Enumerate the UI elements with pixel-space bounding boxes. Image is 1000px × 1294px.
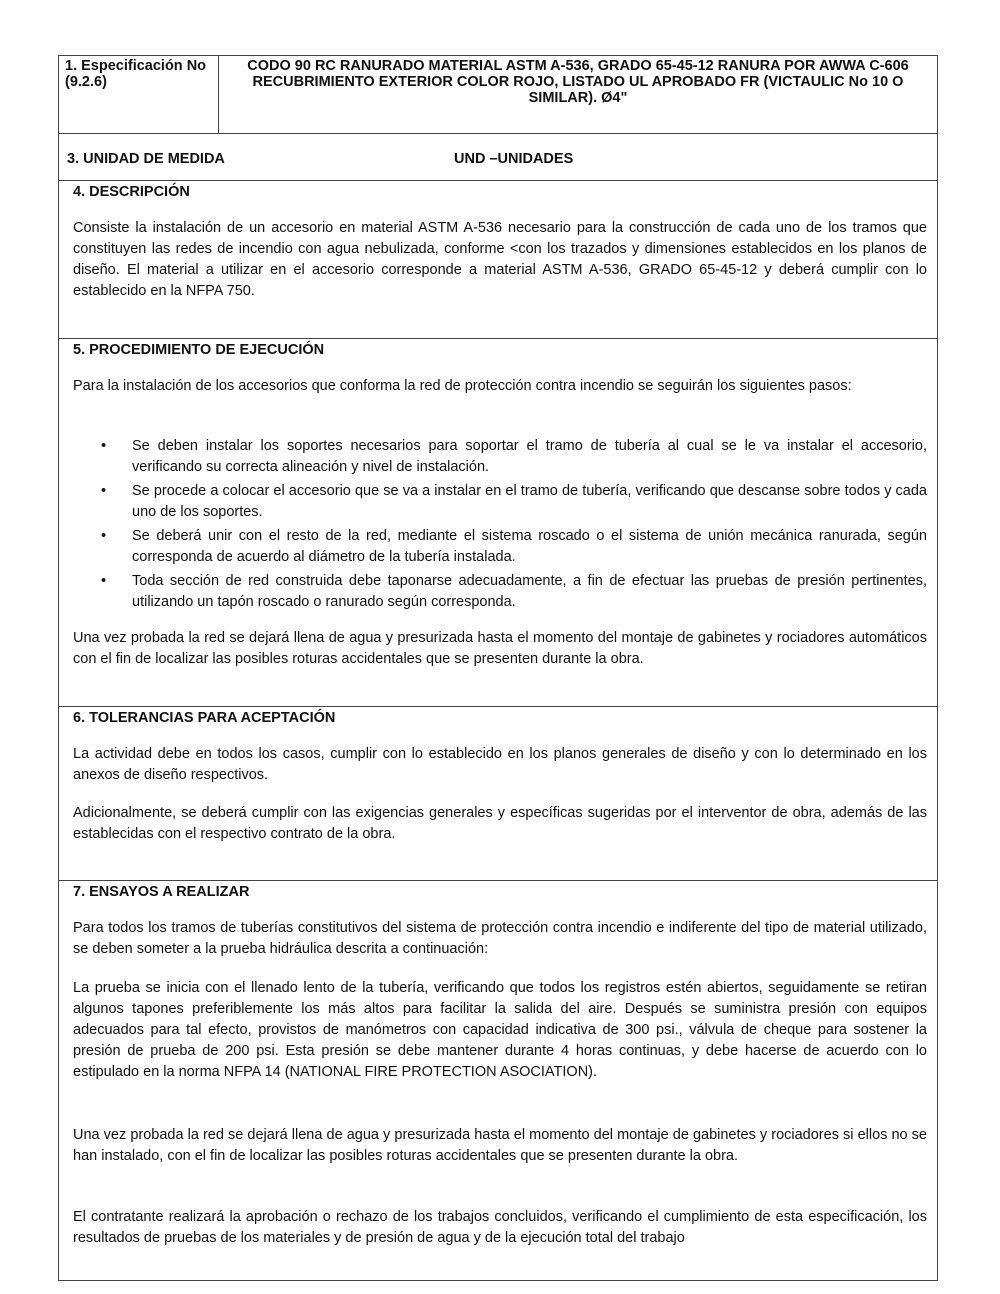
- description-section: [59, 181, 937, 339]
- procedure-closing: Una vez probada la red se dejará llena de agua y presurizada hasta el momento del montaje de gabinetes y rociadores automáticos con el fin de localizar las posibles roturas accidentales que se presenten durante la obra.: [73, 630, 927, 667]
- tolerances-section: [59, 707, 937, 881]
- procedure-steps-list: [73, 436, 927, 616]
- bullet-icon: •: [101, 483, 107, 499]
- tests-paragraph-1: Para todos los tramos de tuberías constitutivos del sistema de protección contra incendio e indiferente del tipo de material utilizado, se deben someter a la prueba hidráulica descrita a continuación:: [73, 920, 927, 957]
- bullet-icon: •: [101, 438, 107, 454]
- unit-row: [59, 134, 937, 181]
- list-item-text: Se deberá unir con el resto de la red, mediante el sistema roscado o el sistema de unión mecánica ranurada, según corresponda de acuerdo al diámetro de la tubería instalada.: [132, 528, 927, 565]
- procedure-intro: Para la instalación de los accesorios que conforma la red de protección contra incendio se seguirán los siguientes pasos:: [73, 378, 852, 394]
- list-item-text: Se deben instalar los soportes necesarios para soportar el tramo de tubería al cual se le va instalar el accesorio, verificando su correcta alineación y nivel de instalación.: [132, 438, 927, 475]
- list-item: [73, 571, 927, 613]
- tests-paragraph-4: El contratante realizará la aprobación o rechazo de los trabajos concluidos, verificando el cumplimiento de esta especificación, los resultados de pruebas de los materiales y de presión de agua y de la ejecución total del trabajo: [73, 1209, 927, 1246]
- bullet-icon: •: [101, 573, 107, 589]
- tests-section: [59, 881, 937, 1280]
- list-item: [73, 436, 927, 478]
- spec-title: CODO 90 RC RANURADO MATERIAL ASTM A-536, GRADO 65-45-12 RANURA POR AWWA C-606 RECUBRIMIENTO EXTERIOR COLOR ROJO, LISTADO UL APROBADO FR (VICTAULIC No 10 O SIMILAR). Ø4": [247, 58, 909, 106]
- bullet-icon: •: [101, 528, 107, 544]
- procedure-section: [59, 339, 937, 707]
- procedure-title: 5. PROCEDIMIENTO DE EJECUCIÓN: [73, 342, 325, 358]
- specification-table: [58, 55, 938, 1281]
- list-item: [73, 481, 927, 523]
- list-item-text: Toda sección de red construida debe taponarse adecuadamente, a fin de efectuar las pruebas de presión pertinentes, utilizando un tapón roscado o ranurado según corresponda.: [132, 573, 927, 610]
- unit-label: 3. UNIDAD DE MEDIDA: [67, 151, 225, 167]
- tolerances-title: 6. TOLERANCIAS PARA ACEPTACIÓN: [73, 710, 336, 726]
- tolerances-paragraph-2: Adicionalmente, se deberá cumplir con las exigencias generales y específicas sugeridas por el interventor de obra, además de las establecidas con el respectivo contrato de la obra.: [73, 805, 927, 842]
- description-title: 4. DESCRIPCIÓN: [73, 184, 190, 200]
- description-paragraph: Consiste la instalación de un accesorio en material ASTM A-536 necesario para la construcción de cada uno de los tramos que constituyen las redes de incendio con agua nebulizada, conforme <con los trazados y dimensiones establecidos en los planos de diseño. El material a utilizar en el accesorio corresponde a material ASTM A-536, GRADO 65-45-12 y deberá cumplir con lo establecido en la NFPA 750.: [73, 220, 927, 299]
- unit-value: UND –UNIDADES: [454, 151, 574, 167]
- tests-paragraph-3: Una vez probada la red se dejará llena de agua y presurizada hasta el momento del montaje de gabinetes y rociadores si ellos no se han instalado, con el fin de localizar las posibles roturas accidentales que se presenten durante la obra.: [73, 1127, 927, 1164]
- tests-title: 7. ENSAYOS A REALIZAR: [73, 884, 250, 900]
- spec-number: 1. Especificación No (9.2.6): [59, 56, 219, 133]
- list-item-text: Se procede a colocar el accesorio que se va a instalar en el tramo de tubería, verificando que descanse sobre todos y cada uno de los soportes.: [132, 483, 927, 520]
- tests-paragraph-2: La prueba se inicia con el llenado lento de la tubería, verificando que todos los registros estén abiertos, seguidamente se retiran algunos tapones preferiblemente los más altos para facilitar la salida del aire. Después se suministra presión con equipos adecuados para tal efecto, provistos de manómetros con capacidad indicativa de 300 psi., válvula de cheque para sostener la presión de prueba de 200 psi. Esta presión se debe mantener durante 4 horas continuas, y debe hacerse de acuerdo con lo estipulado en la norma NFPA 14 (NATIONAL FIRE PROTECTION ASOCIATION).: [73, 980, 927, 1080]
- list-item: [73, 526, 927, 568]
- header-row: [59, 56, 937, 134]
- tolerances-paragraph-1: La actividad debe en todos los casos, cumplir con lo establecido en los planos generales de diseño y con lo determinado en los anexos de diseño respectivos.: [73, 746, 927, 783]
